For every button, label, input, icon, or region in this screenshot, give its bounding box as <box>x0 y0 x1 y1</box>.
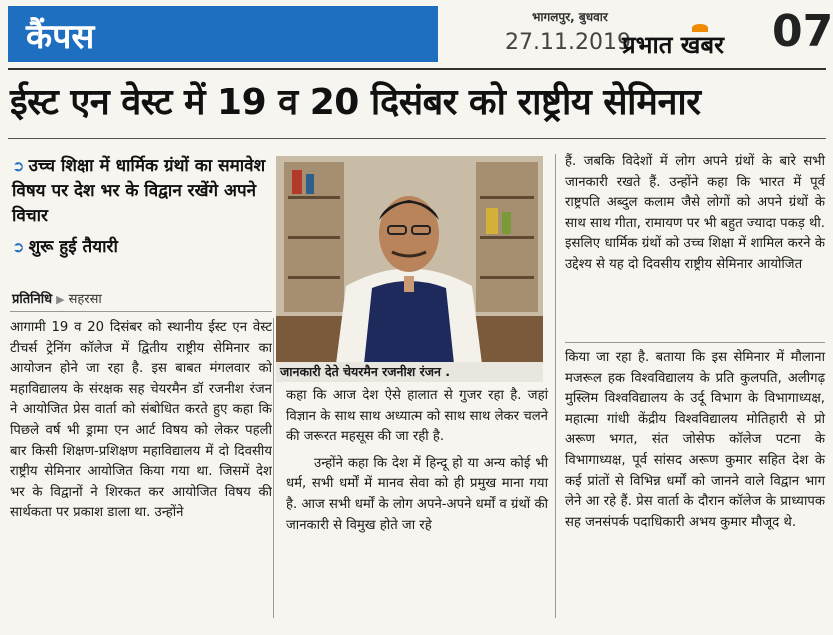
newspaper-name: प्रभात खबर <box>622 31 724 59</box>
masthead-place-day: भागलपुर, बुधवार <box>532 10 608 24</box>
byline-label: प्रतिनिधि <box>12 292 53 307</box>
article-paragraph: आगामी 19 व 20 दिसंबर को स्थानीय ईस्ट एन वेस्ट टीचर्स ट्रेनिंग कॉलेज में द्वितीय राष्ट्रीय सेमिनार का आयोजन होने जा रहा है. इस बाबत मंगलवार को महाविद्यालय के संरक्षक सह चेयरमैन डॉ रजनीश रंजन ने आयोजित प्रेस वार्ता को संबोधित करते हुए कहा कि पिछले वर्ष भी ड्रामा एन आर्ट विषय को लेकर पहली बार किसी शिक्षण-प्रशिक्षण महाविद्यालय में दो दिवसीय राष्ट्रीय सेमिनार आयोजित किया गया था. जिसमें देश भर के विद्वानों ने शिरकत कर आयोजित विषय की सार्थकता पर प्रकाश डाला था. उन्होंने <box>10 320 272 521</box>
summary-bullets <box>12 154 267 260</box>
bullet-arrow-icon: ➲ <box>12 157 25 175</box>
article-column-2 <box>286 386 548 536</box>
article-column-1 <box>10 318 272 618</box>
article-column-3 <box>565 152 825 276</box>
photo-illustration <box>276 156 543 364</box>
bullet-arrow-icon: ➲ <box>12 238 25 256</box>
byline-place: सहरसा <box>68 292 102 307</box>
article-paragraph: कहा कि आज देश ऐसे हालात से गुजर रहा है. जहां विज्ञान के साथ साथ अध्यात्म को साथ साथ लेकर चलने की जरूरत महसूस की जा रही है. <box>286 388 548 445</box>
summary-bullet: ➲ उच्च शिक्षा में धार्मिक ग्रंथों का समावेश विषय पर देश भर के विद्वान रखेंगे अपने विचार <box>12 156 266 226</box>
article-paragraph: हैं. जबकि विदेशों में लोग अपने ग्रंथों के बारे सभी जानकारी रखते हैं. उन्होंने कहा कि भारत में पूर्व राष्ट्रपति अब्दुल कलाम जैसे लोगों को अपने ग्रंथों के साथ साथ गीता, रामायण पर भी बहुत ज्यादा पकड़ थी. इसलिए धार्मिक ग्रंथों को उच्च शिक्षा में शामिल करने के उद्देश्य से यह दो दिवसीय राष्ट्रीय सेमिनार आयोजित <box>565 154 825 272</box>
photo-caption: जानकारी देते चेयरमैन रजनीश रंजन . <box>276 362 543 382</box>
section-title: कैंपस <box>26 17 95 57</box>
divider <box>10 311 272 312</box>
page-number: 07 <box>772 6 833 57</box>
triangle-icon: ▶ <box>56 293 65 306</box>
byline <box>12 289 102 307</box>
divider <box>8 138 826 139</box>
news-photo <box>276 156 543 364</box>
headline: ईस्ट एन वेस्ट में 19 व 20 दिसंबर को राष्ट्रीय सेमिनार <box>10 82 701 123</box>
masthead-date: 27.11.2019 <box>505 30 631 55</box>
article-paragraph: किया जा रहा है. बताया कि इस सेमिनार में मौलाना मजरूल हक विश्वविद्यालय के प्रति कुलपति, अलीगढ़ मुस्लिम विश्वविद्यालय के उर्दू विभाग के विभागाध्यक्ष, महात्मा गांधी केंद्रीय विश्वविद्यालय मोतिहारी से प्रो अरूण भगत, संत जोसेफ कॉलेज पटना के विभागाध्यक्ष, पूर्व सांसद अरूण कुमार सहित देश के कई प्रांतों से विभिन्न धर्मों को जानने वाले विद्वान भाग लेने आ रहे हैं. प्रेस वार्ता के दौरान कॉलेज के प्राध्यापक सह जनसंपर्क पदाधिकारी अभय कुमार मौजूद थे. <box>565 350 825 530</box>
article-paragraph: उन्होंने कहा कि देश में हिन्दू हो या अन्य कोई भी धर्म, सभी धर्मों में मानव सेवा को ही प्रमुख माना गया है. आज सभी धर्मों के लोग अपने-अपने धर्मों व ग्रंथों की जानकारी से विमुख होते जा रहे <box>286 455 548 533</box>
summary-bullet: ➲ शुरू हुई तैयारी <box>12 237 118 257</box>
column-divider <box>273 318 274 618</box>
column-divider <box>555 154 556 618</box>
newspaper-logo <box>618 24 758 62</box>
section-banner <box>8 6 438 62</box>
article-column-3-continued <box>565 348 825 533</box>
divider <box>8 68 826 70</box>
divider <box>565 342 825 343</box>
